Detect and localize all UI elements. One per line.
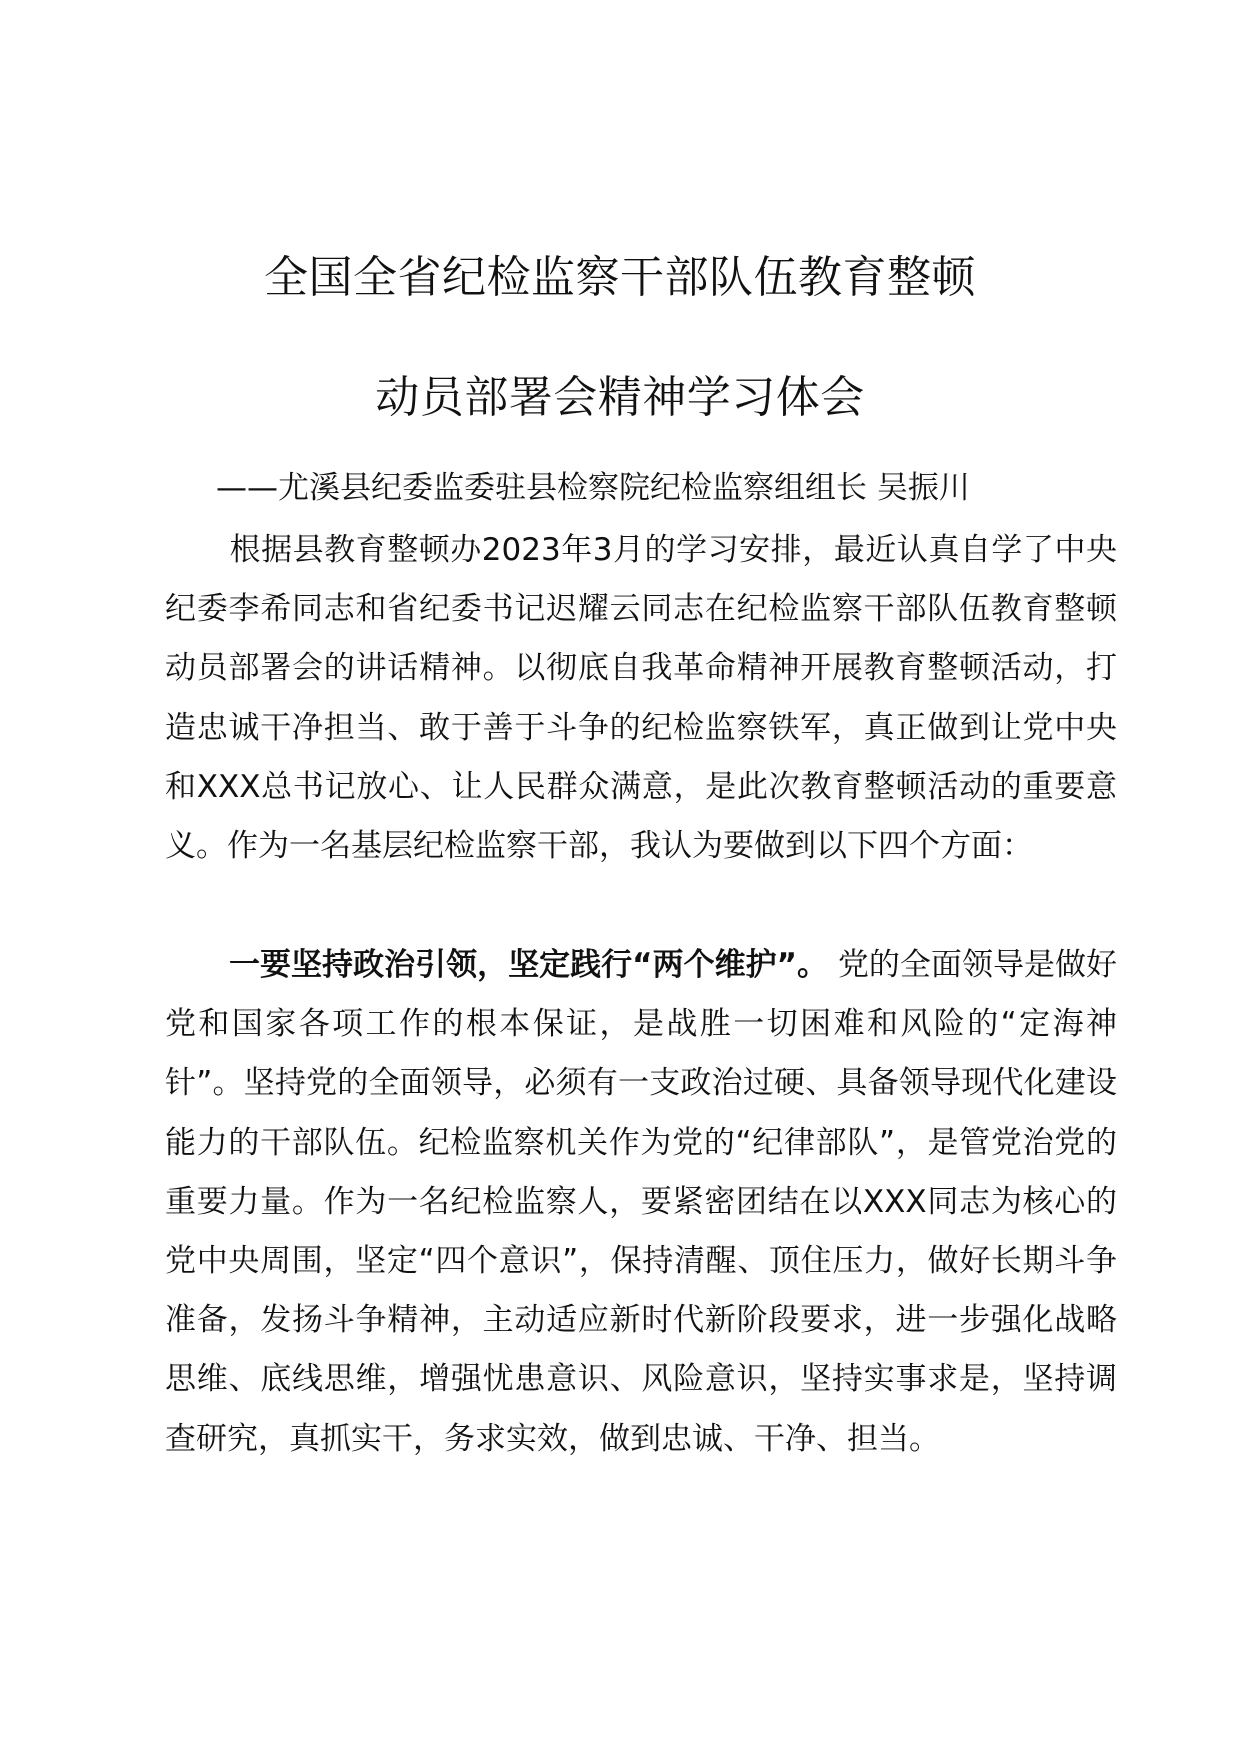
document-title-line-1: 全国全省纪检监察干部队伍教育整顿 [264,252,976,303]
body-paragraph-2 [165,936,1117,1469]
paragraph-1-text: 根据县教育整顿办2023年3月的学习安排，最近认真自学了中央纪委李希同志和省纪委书记迟耀云同志在纪检监察干部队伍教育整顿动员部署会的讲话精神。以彻底自我革命精神开展教育整顿活动，打造忠诚干净担当、敢于善于斗争的纪检监察铁军，真正做到让党中央和XXX总书记放心、让人民群众满意，是此次教育整顿活动的重要意义。作为一名基层纪检监察干部，我认为要做到以下四个方面： [165,532,1117,865]
paragraph-2-heading: 一要坚持政治引领，坚定践行“两个维护”。 [229,947,829,983]
paragraph-2-text: 党的全面领导是做好党和国家各项工作的根本保证，是战胜一切困难和风险的“定海神针”。坚持党的全面领导，必须有一支政治过硬、具备领导现代化建设能力的干部队伍。纪检监察机关作为党的“纪律部队”，是管党治党的重要力量。作为一名纪检监察人，要紧密团结在以XXX同志为核心的党中央周围，坚定“四个意识”，保持清醒、顶住压力，做好长期斗争准备，发扬斗争精神，主动适应新时代新阶段要求，进一步强化战略思维、底线思维，增强忧患意识、风险意识，坚持实事求是，坚持调查研究，真抓实干，务求实效，做到忠诚、干净、担当。 [165,947,1118,1457]
body-paragraph-1 [165,521,1117,876]
author-subtitle: ——尤溪县纪委监委驻县检察院纪检监察组组长 吴振川 [216,470,970,506]
document-title-line-2: 动员部署会精神学习体会 [375,372,865,423]
